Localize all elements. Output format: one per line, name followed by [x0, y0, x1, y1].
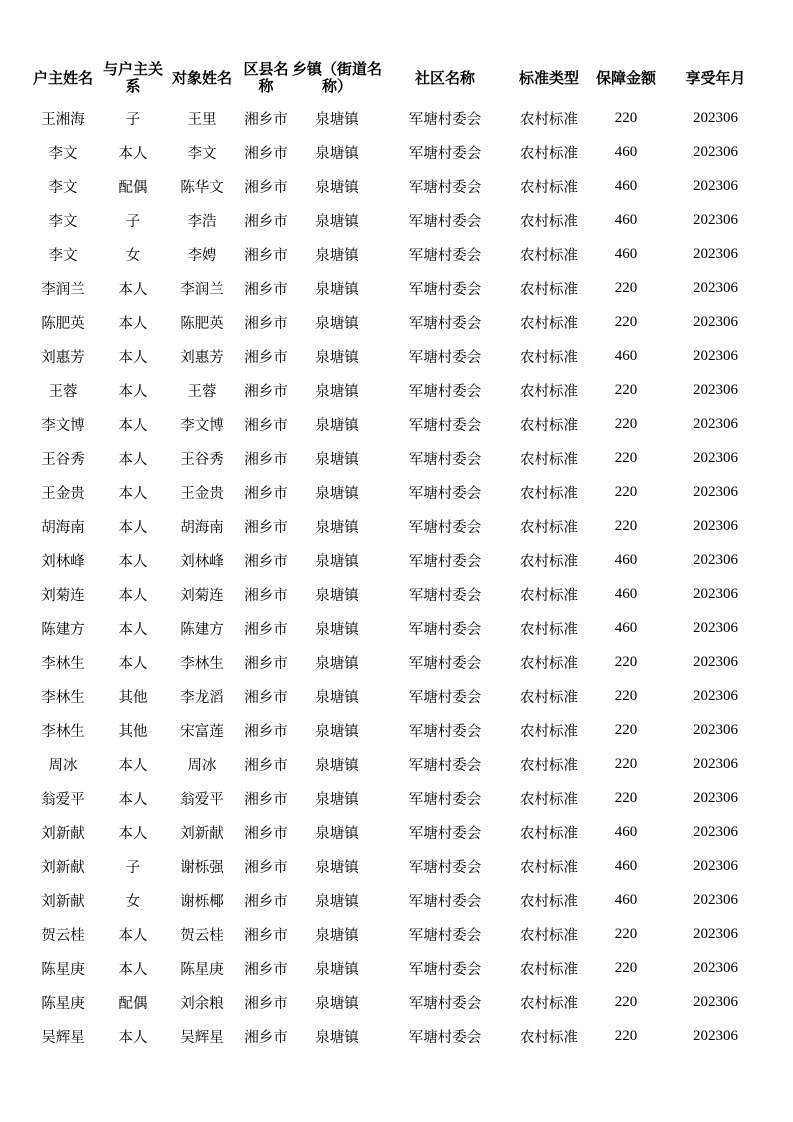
- cell-relation: 配偶: [118, 995, 148, 1012]
- cell-amount: 220: [614, 687, 638, 704]
- cell-county: 湘乡市: [244, 553, 288, 570]
- cell-town: 泉塘镇: [315, 383, 359, 400]
- cell-amount: 220: [614, 755, 638, 772]
- cell-member-name: 李文博: [180, 417, 224, 434]
- cell-relation: 本人: [118, 417, 148, 434]
- cell-county: 湘乡市: [244, 723, 288, 740]
- cell-standard-type: 农村标准: [520, 995, 578, 1012]
- table-row: [24, 815, 769, 849]
- cell-member-name: 李龙滔: [180, 689, 224, 706]
- cell-month: 202306: [693, 109, 738, 126]
- cell-town: 泉塘镇: [315, 145, 359, 162]
- cell-town: 泉塘镇: [315, 961, 359, 978]
- cell-community: 军塘村委会: [408, 247, 482, 264]
- cell-head-name: 李润兰: [41, 281, 85, 298]
- cell-month: 202306: [693, 653, 738, 670]
- cell-standard-type: 农村标准: [520, 927, 578, 944]
- cell-member-name: 刘余粮: [180, 995, 224, 1012]
- cell-month: 202306: [693, 721, 738, 738]
- cell-town: 泉塘镇: [315, 825, 359, 842]
- beneficiary-table: [24, 55, 769, 1053]
- cell-county: 湘乡市: [244, 383, 288, 400]
- cell-amount: 220: [614, 721, 638, 738]
- cell-community: 军塘村委会: [408, 553, 482, 570]
- cell-standard-type: 农村标准: [520, 757, 578, 774]
- cell-member-name: 刘惠芳: [180, 349, 224, 366]
- table-row: [24, 509, 769, 543]
- cell-head-name: 王金贵: [41, 485, 85, 502]
- cell-month: 202306: [693, 483, 738, 500]
- cell-amount: 460: [614, 585, 638, 602]
- cell-standard-type: 农村标准: [520, 145, 578, 162]
- cell-community: 军塘村委会: [408, 315, 482, 332]
- cell-month: 202306: [693, 1027, 738, 1044]
- cell-head-name: 王蓉: [48, 383, 78, 400]
- cell-head-name: 翁爱平: [41, 791, 85, 808]
- header-town: 乡镇（街道名称）: [292, 60, 383, 95]
- cell-relation: 子: [125, 213, 141, 230]
- cell-month: 202306: [693, 177, 738, 194]
- cell-relation: 本人: [118, 451, 148, 468]
- cell-community: 军塘村委会: [408, 723, 482, 740]
- cell-standard-type: 农村标准: [520, 179, 578, 196]
- cell-town: 泉塘镇: [315, 655, 359, 672]
- cell-month: 202306: [693, 313, 738, 330]
- cell-county: 湘乡市: [244, 927, 288, 944]
- cell-member-name: 贺云桂: [180, 927, 224, 944]
- cell-standard-type: 农村标准: [520, 621, 578, 638]
- cell-community: 军塘村委会: [408, 145, 482, 162]
- table-row: [24, 237, 769, 271]
- cell-county: 湘乡市: [244, 791, 288, 808]
- cell-amount: 460: [614, 143, 638, 160]
- cell-county: 湘乡市: [244, 417, 288, 434]
- cell-amount: 460: [614, 891, 638, 908]
- cell-head-name: 刘林峰: [41, 553, 85, 570]
- cell-standard-type: 农村标准: [520, 485, 578, 502]
- table-row: [24, 373, 769, 407]
- cell-county: 湘乡市: [244, 655, 288, 672]
- cell-month: 202306: [693, 143, 738, 160]
- cell-head-name: 王湘海: [41, 111, 85, 128]
- table-row: [24, 645, 769, 679]
- cell-community: 军塘村委会: [408, 655, 482, 672]
- cell-head-name: 李文: [48, 145, 78, 162]
- cell-member-name: 周冰: [187, 757, 217, 774]
- cell-town: 泉塘镇: [315, 213, 359, 230]
- cell-amount: 220: [614, 415, 638, 432]
- cell-head-name: 吴辉星: [41, 1029, 85, 1046]
- cell-standard-type: 农村标准: [520, 417, 578, 434]
- cell-relation: 本人: [118, 927, 148, 944]
- cell-member-name: 李浩: [187, 213, 217, 230]
- cell-county: 湘乡市: [244, 859, 288, 876]
- cell-head-name: 陈星庚: [41, 995, 85, 1012]
- cell-county: 湘乡市: [244, 995, 288, 1012]
- cell-amount: 460: [614, 211, 638, 228]
- cell-standard-type: 农村标准: [520, 825, 578, 842]
- cell-community: 军塘村委会: [408, 825, 482, 842]
- cell-community: 军塘村委会: [408, 791, 482, 808]
- cell-standard-type: 农村标准: [520, 383, 578, 400]
- cell-standard-type: 农村标准: [520, 961, 578, 978]
- cell-standard-type: 农村标准: [520, 111, 578, 128]
- table-row: [24, 305, 769, 339]
- table-row: [24, 271, 769, 305]
- cell-relation: 本人: [118, 315, 148, 332]
- cell-member-name: 陈华文: [180, 179, 224, 196]
- cell-town: 泉塘镇: [315, 757, 359, 774]
- cell-relation: 本人: [118, 655, 148, 672]
- cell-relation: 其他: [118, 723, 148, 740]
- cell-relation: 本人: [118, 485, 148, 502]
- cell-relation: 本人: [118, 519, 148, 536]
- cell-county: 湘乡市: [244, 1029, 288, 1046]
- cell-community: 军塘村委会: [408, 587, 482, 604]
- cell-amount: 220: [614, 959, 638, 976]
- cell-standard-type: 农村标准: [520, 587, 578, 604]
- cell-member-name: 谢栎强: [180, 859, 224, 876]
- cell-member-name: 宋富莲: [180, 723, 224, 740]
- header-member-name: 对象姓名: [171, 68, 232, 87]
- cell-community: 军塘村委会: [408, 349, 482, 366]
- cell-head-name: 李林生: [41, 689, 85, 706]
- table-row: [24, 475, 769, 509]
- cell-head-name: 李文: [48, 213, 78, 230]
- cell-member-name: 王金贵: [180, 485, 224, 502]
- cell-county: 湘乡市: [244, 485, 288, 502]
- cell-town: 泉塘镇: [315, 893, 359, 910]
- table-row: [24, 577, 769, 611]
- cell-relation: 本人: [118, 825, 148, 842]
- cell-county: 湘乡市: [244, 893, 288, 910]
- cell-amount: 460: [614, 551, 638, 568]
- cell-member-name: 陈星庚: [180, 961, 224, 978]
- cell-member-name: 王里: [187, 111, 217, 128]
- cell-month: 202306: [693, 755, 738, 772]
- table-row: [24, 781, 769, 815]
- cell-county: 湘乡市: [244, 825, 288, 842]
- cell-month: 202306: [693, 211, 738, 228]
- cell-amount: 460: [614, 347, 638, 364]
- cell-standard-type: 农村标准: [520, 281, 578, 298]
- cell-community: 军塘村委会: [408, 485, 482, 502]
- cell-town: 泉塘镇: [315, 995, 359, 1012]
- cell-town: 泉塘镇: [315, 485, 359, 502]
- cell-amount: 220: [614, 279, 638, 296]
- cell-relation: 本人: [118, 621, 148, 638]
- table-row: [24, 713, 769, 747]
- cell-amount: 220: [614, 381, 638, 398]
- cell-head-name: 贺云桂: [41, 927, 85, 944]
- cell-relation: 子: [125, 111, 141, 128]
- cell-town: 泉塘镇: [315, 451, 359, 468]
- cell-member-name: 王谷秀: [180, 451, 224, 468]
- cell-town: 泉塘镇: [315, 315, 359, 332]
- cell-community: 军塘村委会: [408, 111, 482, 128]
- cell-head-name: 刘新献: [41, 859, 85, 876]
- cell-relation: 本人: [118, 553, 148, 570]
- cell-county: 湘乡市: [244, 247, 288, 264]
- cell-amount: 220: [614, 925, 638, 942]
- cell-member-name: 刘新献: [180, 825, 224, 842]
- cell-standard-type: 农村标准: [520, 655, 578, 672]
- cell-head-name: 李林生: [41, 655, 85, 672]
- table-row: [24, 679, 769, 713]
- cell-head-name: 李文博: [41, 417, 85, 434]
- cell-amount: 220: [614, 789, 638, 806]
- cell-amount: 220: [614, 993, 638, 1010]
- cell-head-name: 刘新献: [41, 825, 85, 842]
- cell-month: 202306: [693, 823, 738, 840]
- cell-relation: 本人: [118, 145, 148, 162]
- cell-relation: 本人: [118, 757, 148, 774]
- cell-member-name: 李娉: [187, 247, 217, 264]
- cell-month: 202306: [693, 959, 738, 976]
- cell-county: 湘乡市: [244, 961, 288, 978]
- cell-month: 202306: [693, 347, 738, 364]
- table-row: [24, 611, 769, 645]
- cell-month: 202306: [693, 789, 738, 806]
- cell-member-name: 胡海南: [180, 519, 224, 536]
- cell-relation: 本人: [118, 587, 148, 604]
- cell-community: 军塘村委会: [408, 1029, 482, 1046]
- cell-community: 军塘村委会: [408, 179, 482, 196]
- cell-relation: 本人: [118, 961, 148, 978]
- cell-community: 军塘村委会: [408, 417, 482, 434]
- table-header: [24, 55, 769, 101]
- cell-standard-type: 农村标准: [520, 859, 578, 876]
- table-row: [24, 407, 769, 441]
- cell-county: 湘乡市: [244, 519, 288, 536]
- cell-county: 湘乡市: [244, 145, 288, 162]
- cell-community: 军塘村委会: [408, 927, 482, 944]
- cell-town: 泉塘镇: [315, 519, 359, 536]
- cell-relation: 本人: [118, 383, 148, 400]
- cell-town: 泉塘镇: [315, 417, 359, 434]
- cell-member-name: 陈肥英: [180, 315, 224, 332]
- cell-head-name: 李文: [48, 179, 78, 196]
- cell-month: 202306: [693, 449, 738, 466]
- cell-town: 泉塘镇: [315, 791, 359, 808]
- cell-town: 泉塘镇: [315, 349, 359, 366]
- cell-member-name: 李文: [187, 145, 217, 162]
- cell-community: 军塘村委会: [408, 519, 482, 536]
- cell-county: 湘乡市: [244, 213, 288, 230]
- cell-amount: 220: [614, 109, 638, 126]
- cell-head-name: 李林生: [41, 723, 85, 740]
- table-row: [24, 849, 769, 883]
- header-row: [24, 55, 769, 101]
- table-row: [24, 101, 769, 135]
- cell-month: 202306: [693, 585, 738, 602]
- cell-member-name: 王蓉: [187, 383, 217, 400]
- cell-member-name: 翁爱平: [180, 791, 224, 808]
- cell-member-name: 刘林峰: [180, 553, 224, 570]
- header-community: 社区名称: [414, 68, 475, 87]
- cell-amount: 220: [614, 313, 638, 330]
- cell-standard-type: 农村标准: [520, 213, 578, 230]
- cell-town: 泉塘镇: [315, 247, 359, 264]
- cell-standard-type: 农村标准: [520, 791, 578, 808]
- cell-standard-type: 农村标准: [520, 689, 578, 706]
- cell-amount: 220: [614, 449, 638, 466]
- cell-community: 军塘村委会: [408, 621, 482, 638]
- cell-amount: 460: [614, 823, 638, 840]
- cell-community: 军塘村委会: [408, 383, 482, 400]
- cell-standard-type: 农村标准: [520, 553, 578, 570]
- cell-county: 湘乡市: [244, 349, 288, 366]
- cell-standard-type: 农村标准: [520, 893, 578, 910]
- cell-town: 泉塘镇: [315, 553, 359, 570]
- cell-community: 军塘村委会: [408, 995, 482, 1012]
- table-row: [24, 951, 769, 985]
- cell-head-name: 陈星庚: [41, 961, 85, 978]
- cell-member-name: 吴辉星: [180, 1029, 224, 1046]
- cell-town: 泉塘镇: [315, 621, 359, 638]
- cell-member-name: 陈建方: [180, 621, 224, 638]
- cell-month: 202306: [693, 517, 738, 534]
- cell-head-name: 陈肥英: [41, 315, 85, 332]
- cell-relation: 子: [125, 859, 141, 876]
- header-county: 区县名称: [243, 60, 289, 95]
- table-body: [24, 101, 769, 1053]
- header-amount: 保障金额: [595, 68, 656, 87]
- cell-county: 湘乡市: [244, 587, 288, 604]
- cell-month: 202306: [693, 551, 738, 568]
- cell-relation: 配偶: [118, 179, 148, 196]
- cell-member-name: 谢栎椰: [180, 893, 224, 910]
- cell-relation: 其他: [118, 689, 148, 706]
- cell-head-name: 刘菊连: [41, 587, 85, 604]
- cell-town: 泉塘镇: [315, 689, 359, 706]
- header-relation: 与户主关系: [102, 60, 163, 95]
- cell-town: 泉塘镇: [315, 1029, 359, 1046]
- cell-county: 湘乡市: [244, 281, 288, 298]
- cell-town: 泉塘镇: [315, 927, 359, 944]
- cell-county: 湘乡市: [244, 757, 288, 774]
- cell-member-name: 李林生: [180, 655, 224, 672]
- cell-relation: 女: [125, 893, 141, 910]
- cell-community: 军塘村委会: [408, 757, 482, 774]
- cell-town: 泉塘镇: [315, 859, 359, 876]
- cell-town: 泉塘镇: [315, 281, 359, 298]
- cell-county: 湘乡市: [244, 179, 288, 196]
- cell-county: 湘乡市: [244, 621, 288, 638]
- cell-community: 军塘村委会: [408, 689, 482, 706]
- cell-relation: 本人: [118, 349, 148, 366]
- cell-standard-type: 农村标准: [520, 247, 578, 264]
- table-row: [24, 169, 769, 203]
- cell-month: 202306: [693, 381, 738, 398]
- cell-relation: 女: [125, 247, 141, 264]
- table-row: [24, 339, 769, 373]
- cell-amount: 460: [614, 619, 638, 636]
- cell-community: 军塘村委会: [408, 961, 482, 978]
- cell-relation: 本人: [118, 281, 148, 298]
- cell-month: 202306: [693, 891, 738, 908]
- cell-head-name: 陈建方: [41, 621, 85, 638]
- cell-standard-type: 农村标准: [520, 451, 578, 468]
- table-row: [24, 203, 769, 237]
- cell-month: 202306: [693, 687, 738, 704]
- table-row: [24, 1019, 769, 1053]
- cell-county: 湘乡市: [244, 111, 288, 128]
- header-month: 享受年月: [685, 68, 746, 87]
- header-head-name: 户主姓名: [32, 68, 93, 87]
- cell-amount: 460: [614, 245, 638, 262]
- cell-standard-type: 农村标准: [520, 349, 578, 366]
- cell-standard-type: 农村标准: [520, 315, 578, 332]
- cell-community: 军塘村委会: [408, 451, 482, 468]
- cell-relation: 本人: [118, 791, 148, 808]
- cell-month: 202306: [693, 993, 738, 1010]
- cell-amount: 220: [614, 653, 638, 670]
- table-row: [24, 441, 769, 475]
- cell-community: 军塘村委会: [408, 213, 482, 230]
- table-row: [24, 917, 769, 951]
- cell-head-name: 刘新献: [41, 893, 85, 910]
- cell-town: 泉塘镇: [315, 587, 359, 604]
- cell-town: 泉塘镇: [315, 111, 359, 128]
- cell-member-name: 李润兰: [180, 281, 224, 298]
- cell-community: 军塘村委会: [408, 281, 482, 298]
- cell-head-name: 李文: [48, 247, 78, 264]
- cell-month: 202306: [693, 857, 738, 874]
- table-row: [24, 747, 769, 781]
- cell-month: 202306: [693, 415, 738, 432]
- cell-month: 202306: [693, 925, 738, 942]
- cell-amount: 220: [614, 517, 638, 534]
- cell-head-name: 胡海南: [41, 519, 85, 536]
- cell-head-name: 刘惠芳: [41, 349, 85, 366]
- cell-community: 军塘村委会: [408, 893, 482, 910]
- cell-month: 202306: [693, 619, 738, 636]
- cell-county: 湘乡市: [244, 315, 288, 332]
- cell-town: 泉塘镇: [315, 723, 359, 740]
- cell-head-name: 周冰: [48, 757, 78, 774]
- cell-amount: 220: [614, 483, 638, 500]
- header-standard-type: 标准类型: [518, 68, 579, 87]
- cell-head-name: 王谷秀: [41, 451, 85, 468]
- cell-amount: 460: [614, 857, 638, 874]
- cell-member-name: 刘菊连: [180, 587, 224, 604]
- table-row: [24, 543, 769, 577]
- table-row: [24, 883, 769, 917]
- cell-county: 湘乡市: [244, 451, 288, 468]
- cell-town: 泉塘镇: [315, 179, 359, 196]
- cell-county: 湘乡市: [244, 689, 288, 706]
- cell-amount: 220: [614, 1027, 638, 1044]
- cell-month: 202306: [693, 279, 738, 296]
- cell-standard-type: 农村标准: [520, 723, 578, 740]
- cell-relation: 本人: [118, 1029, 148, 1046]
- cell-standard-type: 农村标准: [520, 519, 578, 536]
- cell-amount: 460: [614, 177, 638, 194]
- cell-community: 军塘村委会: [408, 859, 482, 876]
- cell-standard-type: 农村标准: [520, 1029, 578, 1046]
- cell-month: 202306: [693, 245, 738, 262]
- table-row: [24, 985, 769, 1019]
- table-row: [24, 135, 769, 169]
